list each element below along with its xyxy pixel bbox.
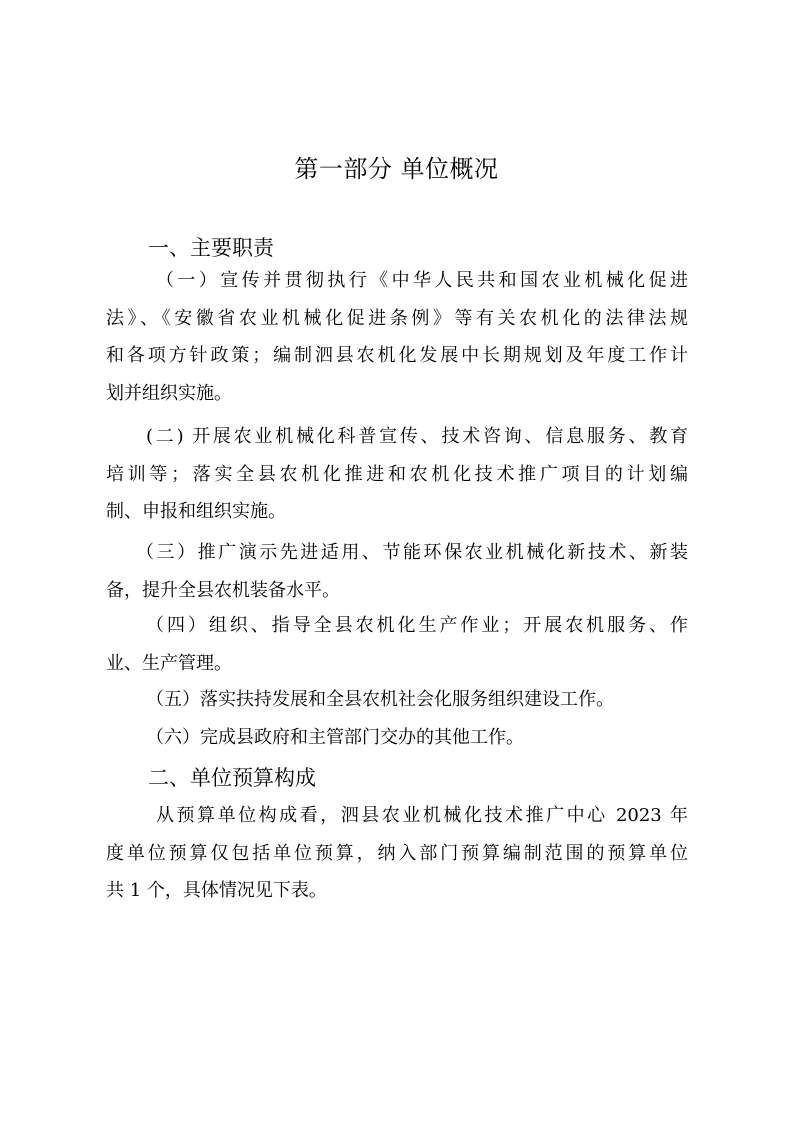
duty-paragraph-1 <box>106 262 688 412</box>
section-heading-budget: 二、单位预算构成 <box>148 766 316 790</box>
text-line: 和各项方针政策；编制泗县农机化发展中长期规划及年度工作计 <box>106 345 688 366</box>
text-line: 从预算单位构成看，泗县农业机械化技术推广中心 2023 年 <box>156 805 688 826</box>
text-line: 备，提升全县农机装备水平。 <box>106 579 340 601</box>
text-line: 培训等；落实全县农机化推进和农机化技术推广项目的计划编 <box>106 463 688 485</box>
duty-paragraph-4 <box>106 607 688 682</box>
duty-paragraph-2 <box>106 418 688 531</box>
duty-paragraph-3 <box>106 534 688 609</box>
text-line: 法》、《安徽省农业机械化促进条例》等有关农机化的法律法规 <box>106 307 688 329</box>
duty-paragraph-6 <box>106 719 688 757</box>
text-line: 制、申报和组织实施。 <box>106 501 286 522</box>
text-line: （一）宣传并贯彻执行《中华人民共和国农业机械化促进 <box>156 270 688 291</box>
page-title: 第一部分 单位概况 <box>294 155 499 183</box>
text-line: 共 1 个，具体情况见下表。 <box>106 880 327 901</box>
text-line: （三）推广演示先进适用、节能环保农业机械化新技术、新装 <box>136 542 688 563</box>
text-line: (二) 开展农业机械化科普宣传、技术咨询、信息服务、教育 <box>146 426 688 447</box>
text-line: （六）完成县政府和主管部门交办的其他工作。 <box>146 727 524 748</box>
section-heading-duties: 一、主要职责 <box>148 236 274 260</box>
text-line: 划并组织实施。 <box>106 382 232 404</box>
budget-paragraph <box>106 797 688 910</box>
text-line: （四）组织、指导全县农机化生产作业；开展农机服务、作 <box>146 615 688 636</box>
duty-paragraph-5 <box>106 681 688 719</box>
text-line: 业、生产管理。 <box>106 652 232 674</box>
text-line: （五）落实扶持发展和全县农机社会化服务组织建设工作。 <box>146 689 614 710</box>
text-line: 度单位预算仅包括单位预算，纳入部门预算编制范围的预算单位 <box>106 842 688 864</box>
